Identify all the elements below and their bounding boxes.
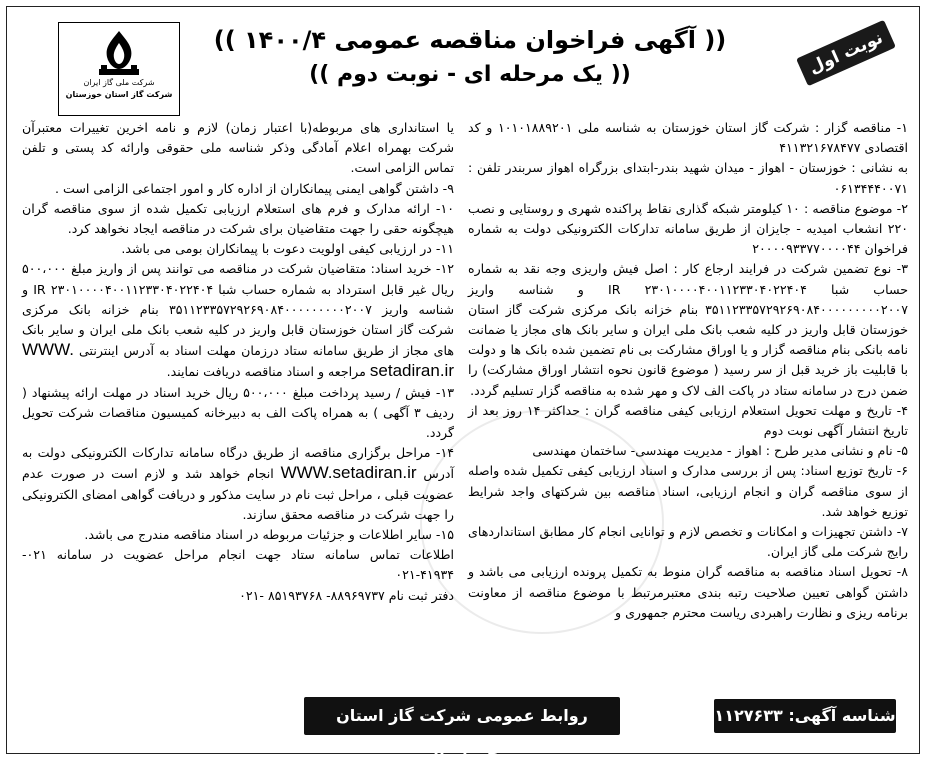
clause-8: ۸- تحویل اسناد مناقصه به مناقصه گران منوط به تکمیل پرونده ارزیابی می باشد و داشتن گواهی تعیین صلاحیت رتبه بندی معتبرمرتبط با موضوع مناقصه از معاونت برنامه ریزی و نظارت راهبردی ریاست محترم جمهوری و (468, 564, 908, 620)
clause-5: ۵- نام و نشانی مدیر طرح : اهواز - مدیریت مهندسی- ساختمان مهندسی (532, 443, 908, 459)
clause-4: ۴- تاریخ و مهلت تحویل استعلام ارزیابی کیفی مناقصه گران : حداکثر ۱۴ روز بعد از تاریخ انتشار آگهی نوبت دوم (468, 402, 908, 439)
setadiran-link-2[interactable]: WWW.setadiran.ir (280, 463, 417, 483)
clause-13: ۱۳- فیش / رسید پرداخت مبلغ ۵۰۰،۰۰۰ ریال خرید اسناد در مهلت ارائه پیشنهاد ( ردیف ۳ آگهی ) به همراه پاکت الف به دبیرخانه کمیسیون مناقصات شرکت تحویل گردد. (22, 384, 454, 441)
clause-9: ۹- داشتن گواهی ایمنی پیمانکاران از اداره کار و امور اجتماعی الزامی است . (54, 180, 454, 196)
logo-line1: شرکت ملی گاز ایران (83, 78, 155, 87)
clause-2: ۲- موضوع مناقصه : ۱۰ کیلومتر شبکه گذاری نقاط پراکنده شهری و روستایی و نصب ۲۲۰ انشعاب امیدیه - جایزان از طریق سامانه تدارکات الکترونیکی دولت به شماره فراخوان ۲۰۰۰۰۹۳۳۷۷۰۰۰۰۴۴ (468, 200, 908, 257)
logo-line2: شرکت گاز استان خوزستان (65, 90, 173, 99)
contact-info: اطلاعات تماس سامانه ستاد جهت انجام مراحل عضویت در سامانه ۰۲۱- ۴۱۹۳۴-۰۲۱ (22, 547, 454, 583)
clause-1-address: به نشانی : خوزستان - اهواز - میدان شهید بندر-ابتدای بزرگراه اهواز سربندر تلفن : ۰۶۱۳۴۴۴۰۰۷۱ (468, 160, 908, 196)
clause-6: ۶- تاریخ توزیع اسناد: پس از بررسی مدارک و اسناد ارزیابی کیفی تکمیل شده واصله از سوی مناقصه گران و انجام ارزیابی، اسناد مناقصه بین شرکتهای واجد شرایط توزیع خواهد شد. (468, 463, 908, 519)
clause-7: ۷- داشتن تجهیزات و امکانات و تخصص لازم و توانایی انجام کار مطابق استانداردهای رایج شرکت ملی گاز ایران. (468, 524, 908, 560)
setadiran-link[interactable]: WWW. setadiran.ir (22, 340, 454, 381)
publisher-banner: روابط عمومی شرکت گاز استان خوزستان (304, 697, 620, 735)
clause-10: ۱۰- ارائه مدارک و فرم های استعلام ارزیابی تکمیل شده از سوی مناقصه گران هیچگونه حقی را جهت متقاضیان برای شرکت در مناقصه ایجاد نخواهد کرد. (22, 200, 454, 237)
clause-14-text: ۱۴- مراحل برگزاری مناقصه از طریق درگاه سامانه تدارکات الکترونیکی دولت به آدرس (22, 445, 454, 482)
publication-stamp: نوبت اول (796, 20, 896, 86)
clause-11: ۱۱- در ارزیابی کیفی اولویت دعوت با پیمانکاران بومی می باشد. (121, 241, 454, 257)
clause-14 (22, 443, 454, 525)
clause-12 (22, 259, 454, 382)
registration-office: دفتر ثبت نام ۸۸۹۶۹۷۳۷- ۸۵۱۹۳۷۶۸ -۰۲۱ (239, 587, 454, 603)
right-column (468, 118, 908, 623)
ad-id-banner: شناسه آگهی: ۱۱۲۷۶۳۳ (714, 699, 896, 733)
company-logo (58, 22, 180, 116)
left-column (22, 118, 454, 606)
ad-subtitle: (( یک مرحله ای - نوبت دوم )) (309, 62, 631, 87)
clause-12-end: مراجعه و اسناد مناقصه دریافت نمایند. (166, 364, 366, 380)
clause-12-text: ۱۲- خرید اسناد: متقاضیان شرکت در مناقصه می توانند پس از واریز مبلغ ۵۰۰،۰۰۰ ریال غیر قابل استرداد به شماره حساب شبا ۲۳۰۱۰۰۰۰۴۰۰۱۱۲۳۳۰۴۰۲۲۴۰۴ IR و شناسه واریز ۳۵۱۱۲۳۳۵۷۲۹۲۶۹۰۸۴۰۰۰۰۰۰۰۰۰۲۰۰۷ بنام خزانه بانک مرکزی شرکت گاز استان خوزستان قابل واریز در کلیه شعب بانک ملی ایران و سایر بانک های مجاز از طریق سامانه ستاد درزمان مهلت اسناد به آدرس اینترنتی (22, 261, 455, 359)
clause-8-cont: یا استانداری های مربوطه(با اعتبار زمان) لازم و نامه اخرین تغییرات معتبرآن شرکت بهمراه اعلام آمادگی وذکر شناسه ملی حقوقی وارائه کد پستی و تلفن تماس الزامی است. (22, 120, 454, 176)
ad-title: (( آگهی فراخوان مناقصه عمومی ۱۴۰۰/۴ )) (213, 26, 727, 54)
clause-1: ۱- مناقصه گزار : شرکت گاز استان خوزستان به شناسه ملی ۱۰۱۰۱۸۸۹۲۰۱ و کد اقتصادی ۴۱۱۳۲۱۶۷۸۴۷۷ (468, 120, 908, 156)
clause-3: ۳- نوع تضمین شرکت در فرایند ارجاع کار : اصل فیش واریزی وجه نقد به شماره حساب شبا ۲۳۰۱۰۰۰۰۴۰۰۱۱۲۳۳۰۴۰۲۲۴۰۴ IR و شناسه واریز ۳۵۱۱۲۳۳۵۷۲۹۲۶۹۰۸۴۰۰۰۰۰۰۰۰۰۲۰۰۷ بنام خزانه بانک مرکزی شرکت گاز استان خوزستان قابل واریز در کلیه شعب بانک ملی ایران و سایر بانک های مجاز یا ضمانت نامه بانکی بنام مناقصه گزار و یا اوراق مشارکت بی نام تضمین شده بانک ها و دولت با قابلیت باز خرید قبل از سر رسید ( موضوع قانون نحوه انتشار اوراق مشارکت) را ضمن درج در سامانه ستاد در پاکت الف لاک و مهر شده به مناقصه گزار تسلیم گردد. (468, 261, 908, 398)
gas-flame-logo-icon (91, 29, 147, 77)
clause-15: ۱۵- سایر اطلاعات و جزئیات مربوطه در اسناد مناقصه مندرج می باشد. (84, 527, 454, 543)
clause-14-end: انجام خواهد شد و لازم است در صورت عدم عضویت قبلی ، مراحل ثبت نام در سایت مذکور و دریافت گواهی امضای الکترونیکی را جهت شرکت در مناقصه محقق سازند. (21, 466, 454, 522)
